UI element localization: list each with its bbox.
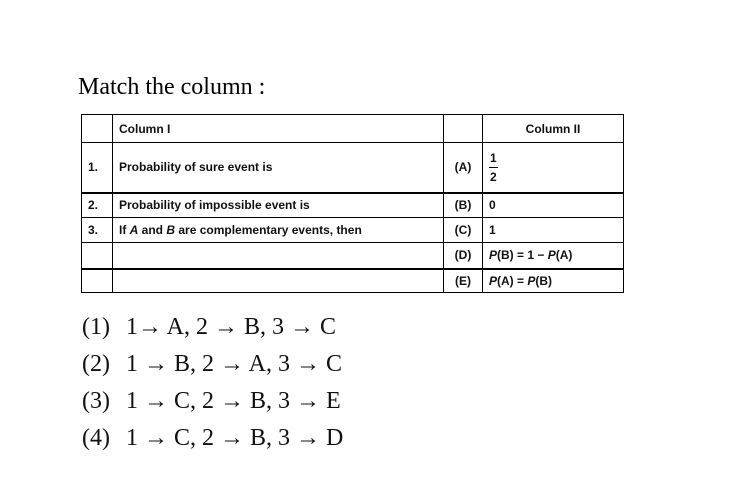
column-2-letter: (C) — [444, 218, 483, 243]
column-2-value — [483, 143, 624, 193]
item-text-pre: If — [119, 223, 130, 237]
column-2-value: P(A) = P(B) — [483, 269, 624, 293]
table-row — [82, 269, 624, 293]
table-row — [82, 243, 624, 269]
column-1-item: Probability of impossible event is — [113, 193, 444, 218]
column-2-letter: (A) — [444, 143, 483, 193]
option-text: 1 → B, 2 → A, 3 → C — [126, 351, 343, 377]
table-row — [82, 193, 624, 218]
item-var-b: B — [166, 223, 176, 237]
answer-option-3[interactable] — [82, 385, 343, 422]
fraction-numerator: 1 — [490, 150, 497, 165]
column-2-letter: (D) — [444, 243, 483, 269]
table-header-row — [82, 115, 624, 143]
answer-option-2[interactable] — [82, 348, 343, 385]
question-text: Match the column : — [78, 74, 266, 100]
column-2-value: 1 — [483, 218, 624, 243]
column-2-value: 0 — [483, 193, 624, 218]
match-table — [81, 114, 624, 293]
column-1-item — [113, 243, 444, 269]
option-number: (4) — [82, 425, 110, 451]
column-1-item — [113, 269, 444, 293]
answer-option-4[interactable] — [82, 422, 343, 459]
fraction-bar — [489, 167, 498, 168]
header-blank-letter-cell — [444, 115, 483, 143]
table-row — [82, 218, 624, 243]
fraction-denominator: 2 — [490, 169, 497, 184]
column-2-value: P(B) = 1 − P(A) — [483, 243, 624, 269]
answer-option-1[interactable] — [82, 311, 343, 348]
column-2-letter: (E) — [444, 269, 483, 293]
row-number — [82, 243, 113, 269]
row-number: 3. — [82, 218, 113, 243]
item-text-post: are complementary events, then — [175, 223, 362, 237]
row-number: 1. — [82, 143, 113, 193]
item-text-mid: and — [138, 223, 167, 237]
column-1-header: Column I — [113, 115, 444, 143]
item-var-a: A — [129, 223, 139, 237]
option-text: 1 → C, 2 → B, 3 → E — [126, 388, 341, 414]
option-text: 1 → C, 2 → B, 3 → D — [126, 425, 344, 451]
table-row — [82, 143, 624, 193]
row-number: 2. — [82, 193, 113, 218]
option-number: (1) — [82, 314, 110, 340]
answer-options — [82, 311, 343, 459]
row-number — [82, 269, 113, 293]
column-2-header: Column II — [483, 115, 624, 143]
option-number: (2) — [82, 351, 110, 377]
option-text: 1→ A, 2 → B, 3 → C — [126, 314, 337, 340]
column-2-letter: (B) — [444, 193, 483, 218]
option-number: (3) — [82, 388, 110, 414]
header-blank-cell — [82, 115, 113, 143]
column-1-item — [113, 218, 444, 243]
column-1-item: Probability of sure event is — [113, 143, 444, 193]
fraction — [489, 151, 498, 184]
